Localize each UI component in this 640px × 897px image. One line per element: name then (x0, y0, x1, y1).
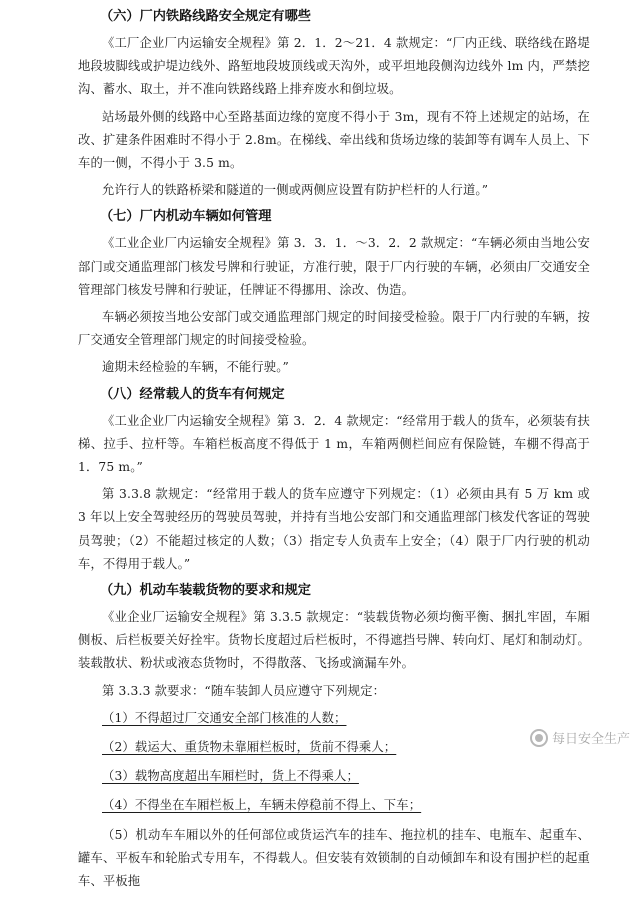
paragraph: 《工业企业厂内运输安全规程》第 3．2．4 款规定：“经常用于载人的货车，必须装有扶梯、拉手、拉杆等。车箱栏板高度不得低于 1 m，车箱两侧栏间应有保险链，车棚不得高于 1．75 m。” (78, 413, 590, 475)
section-9 (78, 580, 590, 893)
section-heading: （九）机动车装载货物的要求和规定 (100, 583, 311, 599)
paragraph: 站场最外侧的线路中心至路基面边缘的宽度不得小于 3m，现有不符上述规定的站场，在改、扩建条件困难时不得小于 2.8m。在梯线、牵出线和货场边缘的装卸等有调车人员上、下车的一侧，不得小于 3.5 m。 (78, 109, 590, 171)
paragraph: 第 3.3.3 款要求：“随车装卸人员应遵守下列规定： (102, 683, 386, 698)
paragraph: 《业企业厂运输安全规程》第 3.3.5 款规定：“装载货物必须均衡平衡、捆扎牢固，车厢侧板、后栏板要关好拴牢。货物长度超过后栏板时，不得遮挡号牌、转向灯、尾灯和制动灯。装载散状、粉状或液态货物时，不得散落、飞扬或滴漏车外。 (78, 610, 590, 671)
list-item: （2）载运大、重货物未靠厢栏板时，货前不得乘人； (102, 740, 397, 755)
document-page (78, 6, 590, 897)
section-7 (78, 206, 590, 379)
section-8 (78, 384, 590, 576)
section-6 (78, 6, 590, 202)
paragraph: 第 3.3.8 款规定：“经常用于载人的货车应遵守下列规定：（1）必须由具有 5 万 km 或 3 年以上安全驾驶经历的驾驶员驾驶，并持有当地公安部门和交通监理部门核发代客证的驾驶员驾驶；（2）不能超过核定的人数；（3）指定专人负责车上安全；（4）限于厂内行驶的机动车，不得用于载人。” (78, 487, 590, 571)
watermark (530, 728, 630, 747)
section-heading: （七）厂内机动车辆如何管理 (100, 209, 272, 225)
section-heading: （六）厂内铁路线路安全规定有哪些 (100, 9, 311, 24)
list-item: （4）不得坐在车厢栏板上，车辆未停稳前不得上、下车； (102, 798, 422, 813)
list-item: （1）不得超过厂交通安全部门核准的人数； (102, 710, 347, 725)
paragraph: 逾期未经检验的车辆，不能行驶。” (102, 360, 289, 375)
paragraph: 车辆必须按当地公安部门或交通监理部门规定的时间接受检验。限于厂内行驶的车辆，按厂交通安全管理部门规定的时间接受检验。 (78, 310, 590, 348)
watermark-text: 每日安全生产 (551, 732, 630, 747)
paragraph: （5）机动车车厢以外的任何部位或货运汽车的挂车、拖拉机的挂车、电瓶车、起重车、罐车、平板车和轮胎式专用车，不得载人。但安装有效锁制的自动倾卸车和设有围护栏的起重车、平板拖 (78, 827, 590, 889)
section-heading: （八）经常载人的货车有何规定 (100, 386, 285, 402)
wechat-logo-icon (530, 729, 548, 747)
paragraph: 允许行人的铁路桥梁和隧道的一侧或两侧应设置有防护栏杆的人行道。” (102, 183, 489, 198)
paragraph: 《工业企业厂内运输安全规程》第 3．3．1．～3．2．2 款规定：“车辆必须由当地公安部门或交通监理部门核发号牌和行驶证，方准行驶，限于厂内行驶的车辆，必须由厂交通安全管理部门核发号牌和行驶证，任牌证不得挪用、涂改、伪造。 (78, 236, 590, 297)
paragraph: 《工厂企业厂内运输安全规程》第 2．1．2～21．4 款规定：“厂内正线、联络线在路堤地段坡脚线或护堤边线外、路堑地段坡顶线或天沟外，或平坦地段侧沟边线外 lm 内，严禁挖沟、蓄水、取土，并不准向铁路线路上排弃废水和倒垃圾。 (78, 36, 590, 97)
list-item: （3）载物高度超出车厢栏时，货上不得乘人； (102, 769, 359, 784)
